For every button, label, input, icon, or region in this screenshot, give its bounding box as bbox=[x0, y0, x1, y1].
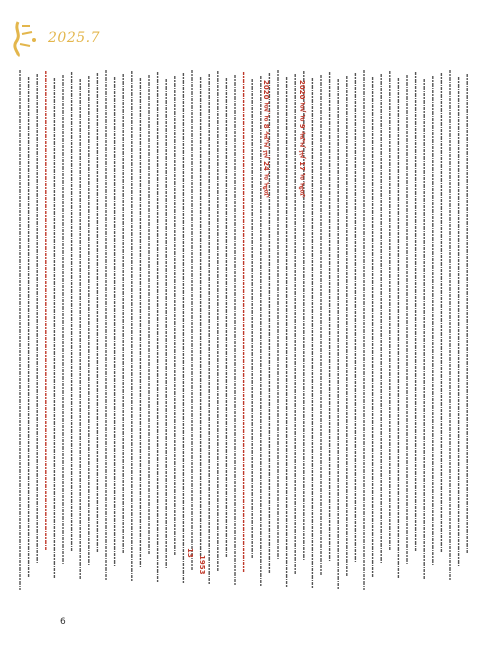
inline-date-1: 2020 ᠣᠨ ᠤ 8 ᠰᠠᠷ᠎ᠠ ᠶᠢᠨ 24 ᠤ ᠡᠳᠦᠷ bbox=[262, 80, 270, 198]
issue-date: 2025.7 bbox=[48, 30, 100, 46]
page-number: 6 bbox=[60, 617, 66, 627]
inline-year: 1953 bbox=[198, 555, 206, 575]
inline-date-2: 2020 ᠣᠨ ᠤ 9 ᠰᠠᠷ᠎ᠠ ᠶᠢᠨ 17 ᠤ ᠡᠳᠦᠷ bbox=[298, 80, 306, 198]
inline-number: 13 bbox=[186, 548, 194, 558]
